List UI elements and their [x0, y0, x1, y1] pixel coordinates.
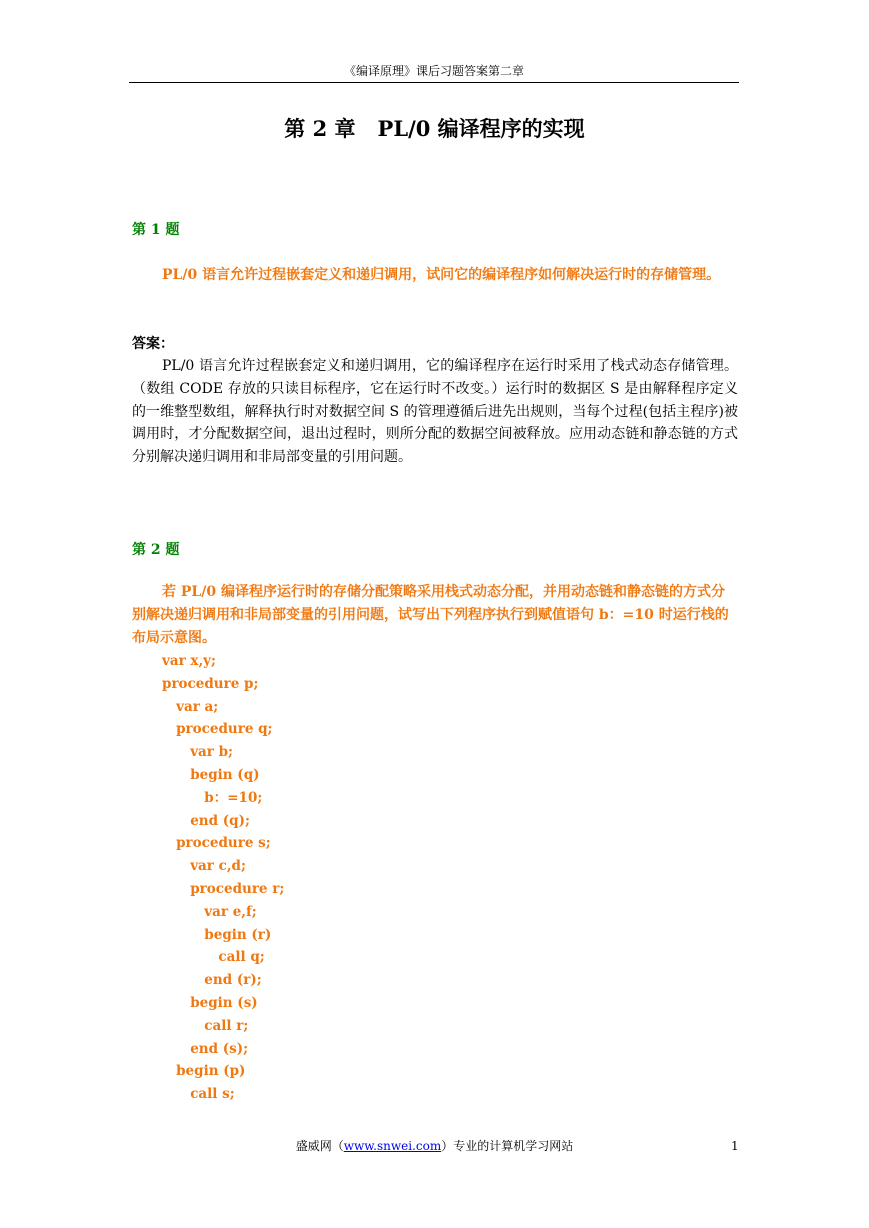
code-line: call q; [162, 949, 265, 966]
code-line: begin (p) [162, 1063, 246, 1080]
code-line: var e,f; [162, 903, 257, 920]
chapter-name: PL/0 编译程序的实现 [377, 116, 585, 141]
code-line: b：=10; [162, 789, 263, 806]
question-2-heading: 第 2 题 [132, 542, 180, 558]
question-1-answer [132, 355, 738, 469]
code-line: var a; [162, 698, 219, 715]
question-2-text [132, 581, 738, 650]
page-footer [0, 1137, 869, 1155]
code-line: begin (r) [162, 926, 272, 943]
code-line: call r; [162, 1017, 249, 1034]
code-line: begin (q) [162, 766, 260, 783]
code-line: end (s); [162, 1040, 249, 1057]
code-line: var b; [162, 744, 234, 761]
chapter-title [0, 114, 869, 144]
footer-prefix: 盛威网（ [295, 1139, 344, 1153]
code-listing [162, 650, 284, 1106]
code-line: var x,y; [162, 653, 216, 669]
code-line: begin (s) [162, 994, 258, 1011]
code-line: procedure r; [162, 880, 285, 897]
page-header [129, 62, 739, 83]
code-line: call s; [162, 1086, 235, 1103]
footer-suffix: ）专业的计算机学习网站 [441, 1139, 574, 1153]
code-line: procedure s; [162, 835, 271, 852]
header-text: 《编译原理》课后习题答案第二章 [343, 64, 524, 78]
code-line: end (r); [162, 972, 262, 989]
code-line: end (q); [162, 812, 250, 829]
question-1-paragraph: PL/0 语言允许过程嵌套定义和递归调用，试问它的编译程序如何解决运行时的存储管理。 [162, 267, 721, 283]
code-line: var c,d; [162, 858, 246, 875]
question-1-text [132, 264, 738, 287]
answer-paragraph: PL/0 语言允许过程嵌套定义和递归调用，它的编译程序在运行时采用了栈式动态存储管理。（数组 CODE 存放的只读目标程序，它在运行时不改变。）运行时的数据区 S 是由解释程序定义的一维整型数组，解释执行时对数据空间 S 的管理遵循后进先出规则，当每个过程(包括主程序)被调用时，才分配数据空间，退出过程时，则所分配的数据空间被释放。应用动态链和静态链的方式分别解决递归调用和非局部变量的引用问题。 [132, 358, 738, 466]
code-line: procedure q; [162, 721, 273, 738]
question-2-paragraph: 若 PL/0 编译程序运行时的存储分配策略采用栈式动态分配，并用动态链和静态链的方式分别解决递归调用和非局部变量的引用问题，试写出下列程序执行到赋值语句 b：=10 时运行栈的布局示意图。 [132, 584, 729, 646]
code-line: procedure p; [162, 675, 259, 692]
page-number: 1 [731, 1139, 739, 1153]
answer-label: 答案： [132, 336, 174, 352]
chapter-number: 第 2 章 [284, 116, 356, 141]
footer-link[interactable]: www.snwei.com [343, 1139, 442, 1153]
question-1-heading: 第 1 题 [132, 222, 180, 238]
